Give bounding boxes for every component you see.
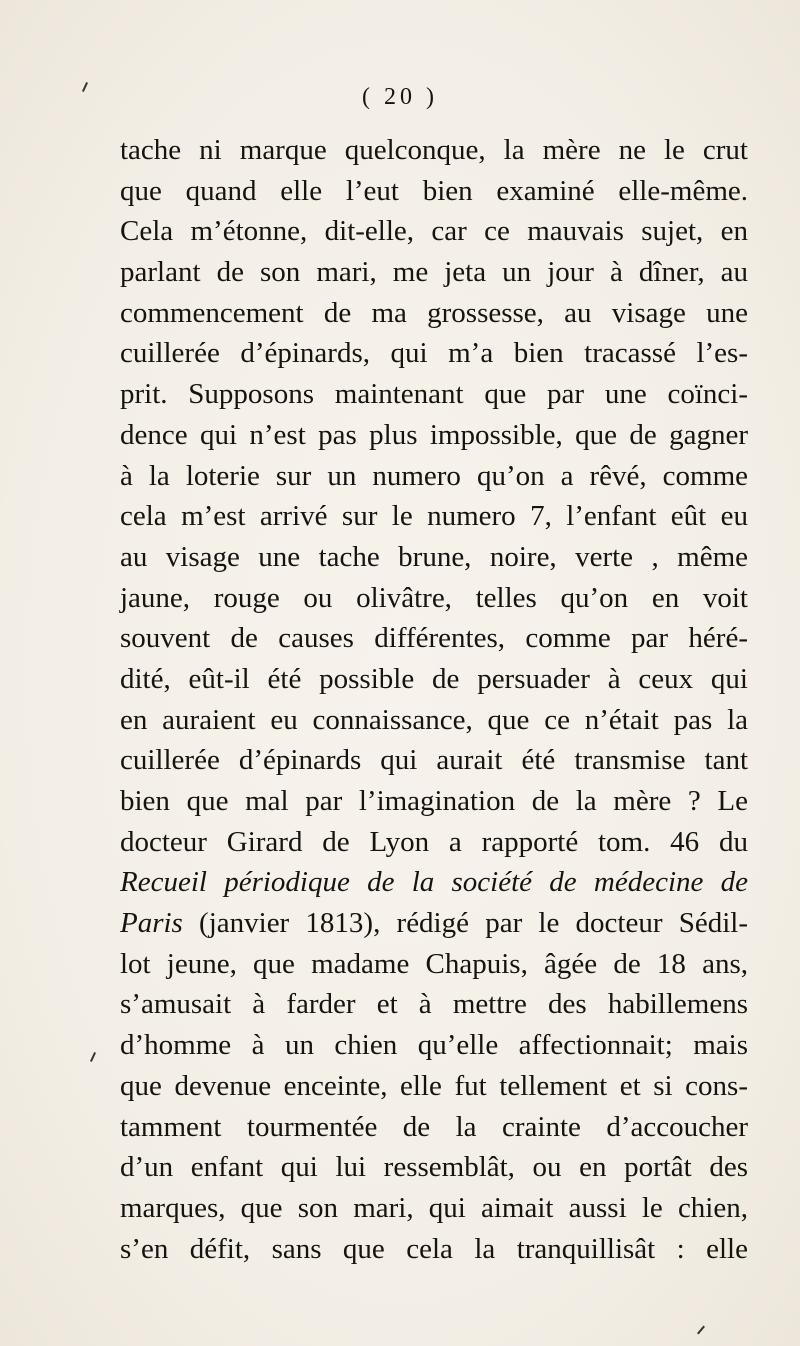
text-line: Cela m’étonne, dit-elle, car ce mauvais sujet, en [120,215,748,248]
text-line: bien que mal par l’imagination de la mère ? Le [120,785,748,817]
text-line: commencement de ma grossesse, au visage une [120,296,748,329]
body-text [120,130,748,1269]
text-line: souvent de causes différentes, comme par héré- [120,622,748,655]
text-line: d’homme à un chien qu’elle affectionnait; mais [120,1029,748,1062]
text-line: que devenue enceinte, elle fut tellement et si cons- [120,1069,748,1102]
text-line: lot jeune, que madame Chapuis, âgée de 18 ans, [120,947,748,980]
text-line: cela m’est arrivé sur le numero 7, l’enfant eût eu [120,500,748,533]
text-line: s’amusait à farder et à mettre des habillemens [120,988,748,1021]
margin-speck [90,1052,96,1062]
text-line: à la loterie sur un numero qu’on a rêvé, comme [120,459,748,492]
page-number: ( 20 ) [362,84,438,110]
text-line: en auraient eu connaissance, que ce n’était pas la [120,703,748,736]
text-line: au visage une tache brune, noire, verte , même [120,540,748,573]
text-line: jaune, rouge ou olivâtre, telles qu’on en voit [120,581,748,614]
text-line: parlant de son mari, me jeta un jour à dîner, au [120,256,748,289]
text-line: marques, que son mari, qui aimait aussi le chien, [120,1191,748,1224]
text-line: dité, eût-il été possible de persuader à ceux qui [120,662,748,695]
text-line: cuillerée d’épinards, qui m’a bien tracassé l’es- [120,337,748,370]
text-line: Paris (janvier 1813), rédigé par le docteur Sédil- [120,907,748,940]
text-line: prit. Supposons maintenant que par une coïnci- [120,378,748,411]
text-line: dence qui n’est pas plus impossible, que de gagner [120,418,748,451]
margin-speck [697,1326,705,1335]
text-line: cuillerée d’épinards qui aurait été transmise tant [120,744,748,777]
text-line: tache ni marque quelconque, la mère ne le crut [120,134,748,166]
text-line-italic [120,862,748,903]
text-line: docteur Girard de Lyon a rapporté tom. 46 du [120,825,748,858]
journal-title: Recueil périodique de la société de médecine de [120,866,748,899]
text-line: que quand elle l’eut bien examiné elle-même. [120,174,748,207]
journal-title-city: Paris [120,907,183,940]
text-line: d’un enfant qui lui ressemblât, ou en portât des [120,1151,748,1184]
text-line: s’en défit, sans que cela la tranquillisât : elle [120,1232,748,1265]
text-line: tamment tourmentée de la crainte d’accoucher [120,1110,748,1143]
